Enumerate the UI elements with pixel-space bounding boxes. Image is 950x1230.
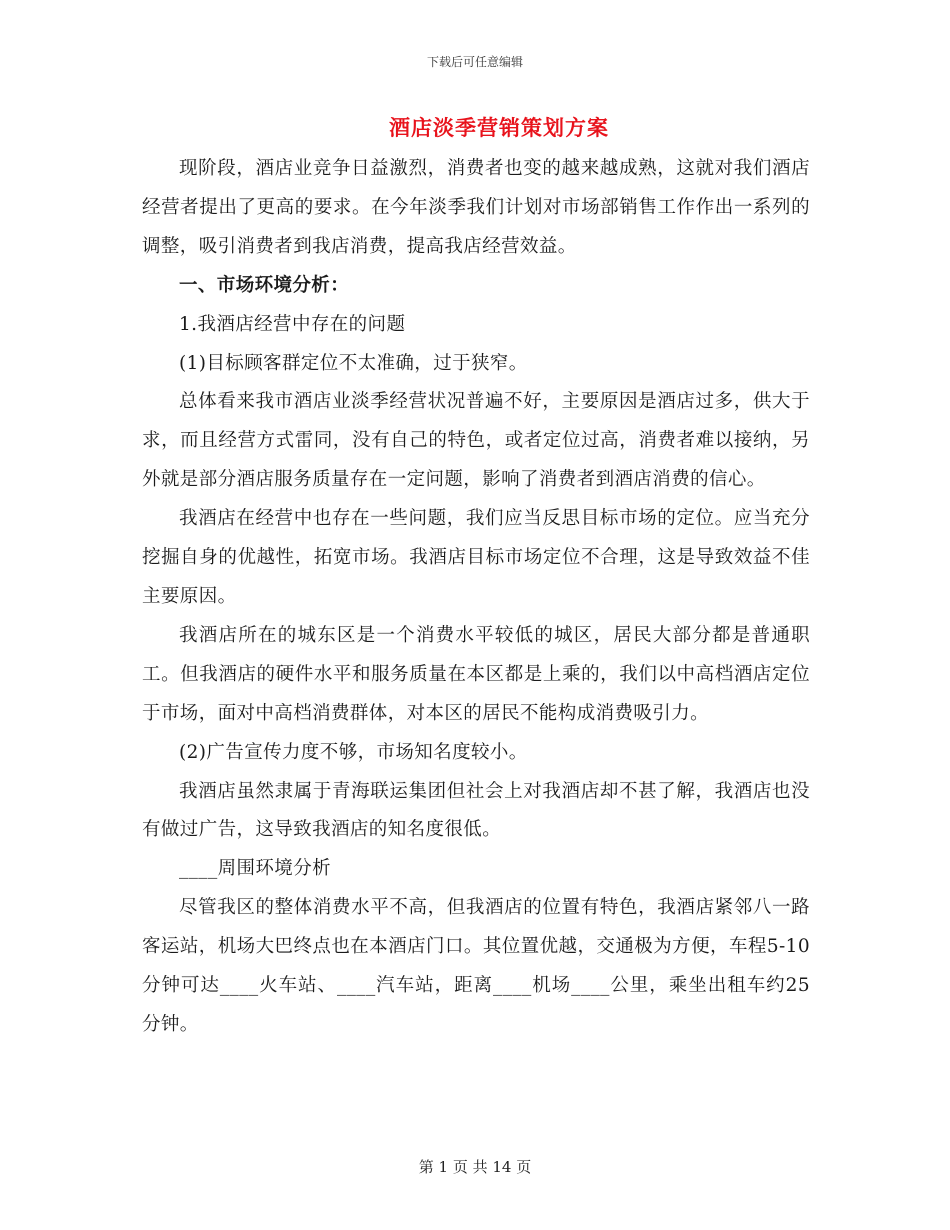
paragraph-location-district: 我酒店所在的城东区是一个消费水平较低的城区，居民大部分都是普通职工。但我酒店的硬件水平和服务质量在本区都是上乘的，我们以中高档酒店定位于市场，面对中高档消费群体，对本区的居民不能构成消费吸引力。 — [142, 624, 810, 724]
header-note: 下载后可任意编辑 — [426, 55, 523, 69]
section-heading-market-analysis: 一、市场环境分析： — [179, 274, 350, 296]
subheading-problems: 1.我酒店经营中存在的问题 — [179, 313, 406, 335]
paragraph-advertising: 我酒店虽然隶属于青海联运集团但社会上对我酒店却不甚了解，我酒店也没有做过广告，这导致我酒店的知名度很低。 — [142, 780, 810, 841]
point-2: (2)广告宣传力度不够，市场知名度较小。 — [179, 741, 528, 763]
paragraph-own-problems: 我酒店在经营中也存在一些问题，我们应当反思目标市场的定位。应当充分挖掘自身的优越性，拓宽市场。我酒店目标市场定位不合理，这是导致效益不佳主要原因。 — [142, 508, 810, 607]
intro-paragraph: 现阶段，酒店业竞争日益激烈，消费者也变的越来越成熟，这就对我们酒店经营者提出了更高的要求。在今年淡季我们计划对市场部销售工作作出一系列的调整，吸引消费者到我店消费，提高我店经营效益。 — [142, 158, 810, 257]
document-body — [142, 150, 810, 1045]
paragraph-overall: 总体看来我市酒店业淡季经营状况普遍不好，主要原因是酒店过多，供大于求，而且经营方式雷同，没有自己的特色，或者定位过高，消费者难以接纳，另外就是部分酒店服务质量存在一定问题，影响了消费者到酒店消费的信心。 — [142, 391, 810, 491]
paragraph-surroundings: 尽管我区的整体消费水平不高，但我酒店的位置有特色，我酒店紧邻八一路客运站，机场大巴终点也在本酒店门口。其位置优越，交通极为方便，车程5-10分钟可达____火车站、____汽车站，距离____机场____公里，乘坐出租车约25分钟。 — [142, 897, 810, 1035]
document-title: 酒店淡季营销策划方案 — [389, 115, 609, 140]
page-footer: 第 1 页 共 14 页 — [418, 1158, 532, 1176]
subheading-surroundings: ____周围环境分析 — [179, 858, 332, 880]
point-1: (1)目标顾客群定位不太准确，过于狭窄。 — [179, 352, 528, 374]
